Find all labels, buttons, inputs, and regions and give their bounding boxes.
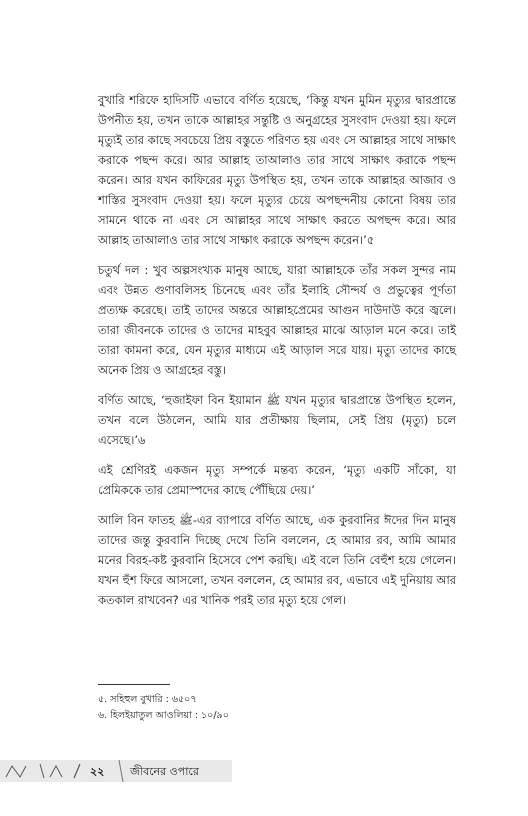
paragraph-huzaifa: বর্ণিত আছে, ‘হুজাইফা বিন ইয়ামান ﷺ যখন মৃত্যুর দ্বারপ্রান্তে উপস্থিত হলেন, তখন বলে উঠলেন, আমি যার প্রতীক্ষায় ছিলাম, সেই প্রিয় (মৃত্যু) চলে এসেছে।’৬ (98, 393, 456, 447)
page-number: ২২ (90, 765, 105, 778)
page-footer (0, 760, 232, 782)
footnotes (98, 692, 398, 724)
paragraph-bukhari-hadith: বুখারি শরিফে হাদিসটি এভাবে বর্ণিত হয়েছে, ‘কিন্তু যখন মুমিন মৃত্যুর দ্বারপ্রান্তে উপনীত হয়, তখন তাকে আল্লাহর সন্তুষ্টি ও অনুগ্রহের সুসংবাদ দেওয়া হয়। ফলে মৃত্যুই তার কাছে সবচেয়ে প্রিয় বস্তুতে পরিণত হয় এবং সে আল্লাহর সাথে সাক্ষাৎ করাকে পছন্দ করে। আর আল্লাহ তাআলাও তার সাথে সাক্ষাৎ করাকে পছন্দ করেন। আর যখন কাফিরের মৃত্যু উপস্থিত হয়, তখন তাকে আল্লাহর আজাব ও শাস্তির সুসংবাদ দেওয়া হয়। ফলে মৃত্যুর চেয়ে অপছন্দনীয় কোনো বিষয় তার সামনে থাকে না এবং সে আল্লাহর সাথে সাক্ষাৎ করতে অপছন্দ করে। আর আল্লাহ তাআলাও তার সাথে সাক্ষাৎ করাকে অপছন্দ করেন।’৫ (98, 93, 456, 247)
paragraph-death-bridge: এই শ্রেণিরই একজন মৃত্যু সম্পর্কে মন্তব্য করেন, ‘মৃত্যু একটি সাঁকো, যা প্রেমিককে তার প্রেমাস্পদের কাছে পৌঁছিয়ে দেয়।’ (98, 463, 456, 497)
main-text (98, 90, 456, 620)
paragraph-ali-bin-fath: আলি বিন ফাতহ ﷺ-এর ব্যাপারে বর্ণিত আছে, এক কুরবানির ঈদের দিন মানুষ তাদের জন্তু কুরবানি দিচ্ছে দেখে তিনি বললেন, হে আমার রব, আমি আমার মনের বিরহ-কষ্ট কুরবানি হিসেবে পেশ করছি। এই বলে তিনি বেহুঁশ হয়ে গেলেন। যখন হুঁশ ফিরে আসলো, তখন বললেন, হে আমার রব, এভাবে এই দুনিয়ায় আর কতকাল রাখবেন? এর খানিক পরই তার মৃত্যু হয়ে গেল। (98, 513, 456, 607)
footnote-divider (98, 684, 170, 685)
footnote-6: ৬. হিলইয়াতুল আওলিয়া : ১০/৯০ (98, 710, 229, 721)
book-title: জীবনের ওপারে (130, 765, 199, 778)
footnote-5: ৫. সহিহুল বুখারি : ৬৫০৭ (98, 694, 197, 705)
paragraph-fourth-group: চতুর্থ দল : খুব অল্পসংখ্যক মানুষ আছে, যারা আল্লাহকে তাঁর সকল সুন্দর নাম এবং উন্নত গুণাবলিসহ চিনেছে এবং তাঁর ইলাহি সৌন্দর্য ও প্রভুত্বের পূর্ণতা প্রত্যক্ষ করেছে। তাই তাদের অন্তরে আল্লাহপ্রেমের আগুন দাউদাউ করে জ্বলে। তারা জীবনকে তাদের ও তাদের মাহবুব আল্লাহর মাঝে আড়াল মনে করে। তাই তারা কামনা করে, যেন মৃত্যুর মাধ্যমে এই আড়াল সরে যায়। মৃত্যু তাদের কাছে অনেক প্রিয় ও আগ্রহের বস্তু। (98, 263, 456, 377)
